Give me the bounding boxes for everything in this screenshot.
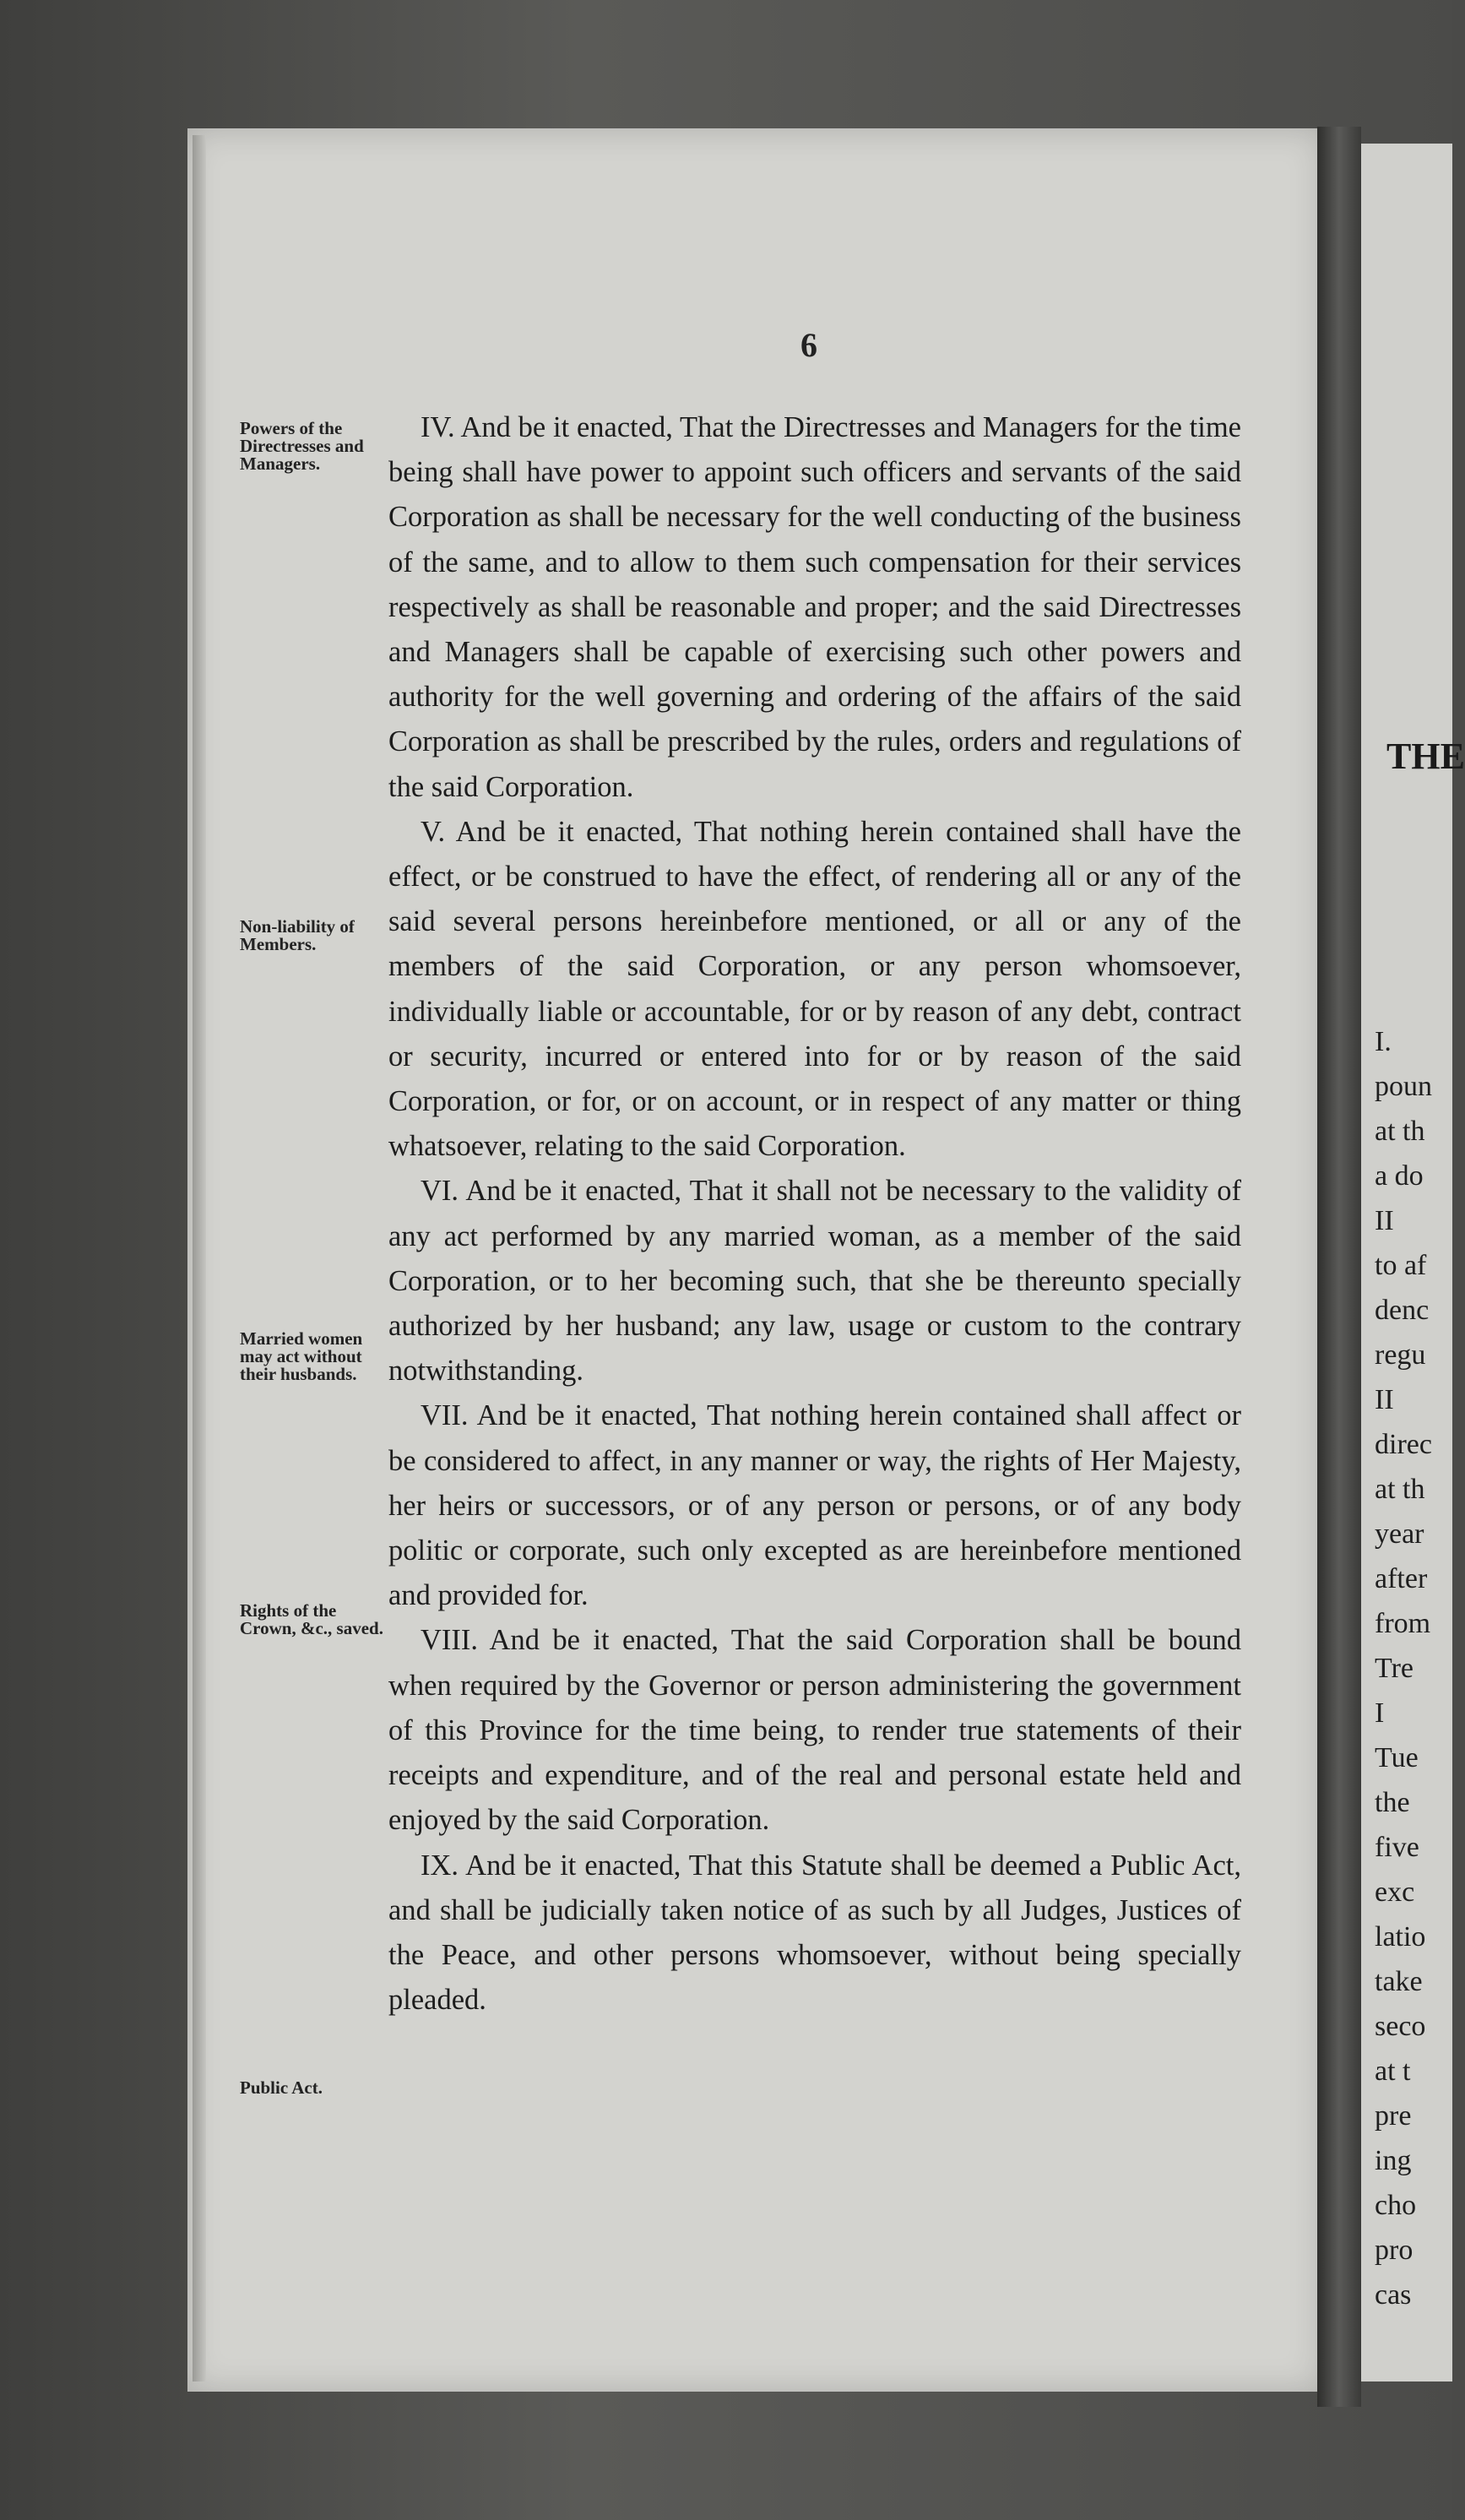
section-vii bbox=[388, 1393, 1241, 1618]
page-edge bbox=[193, 135, 206, 2382]
adjacent-page-line: pre bbox=[1375, 2100, 1412, 2132]
section-number: V. bbox=[421, 815, 446, 848]
section-number: IV. bbox=[421, 411, 455, 443]
adjacent-page-line: denc bbox=[1375, 1295, 1430, 1326]
adjacent-page-line: after bbox=[1375, 1563, 1428, 1594]
section-body: And be it enacted, That nothing herein contained shall have the effect, or be construed to have the effect, of rendering all or any of the said several persons hereinbefore mentioned, or all or any of the members of the said Corporation, or any person whomsoever, individually liable or accountable, for or by reason of any debt, contract or security, incurred or entered into for or by reason of the said Corporation, or for, or on account, or in respect of any matter or thing whatsoever, relating to the said Corporation. bbox=[388, 815, 1241, 1163]
section-body: And be it enacted, That the said Corporation shall be bound when required by the Governor or person administering the government of this Province for the time being, to render true statements of their receipts and expenditure, and of the real and personal estate held and enjoyed by the said Corporation. bbox=[388, 1624, 1241, 1837]
book-gutter bbox=[1317, 127, 1361, 2407]
adjacent-page-line: at th bbox=[1375, 1116, 1425, 1147]
adjacent-page-line: latio bbox=[1375, 1921, 1426, 1952]
adjacent-page-line: Tre bbox=[1375, 1653, 1413, 1684]
adjacent-page-line: to af bbox=[1375, 1250, 1427, 1281]
adjacent-page-line: I bbox=[1375, 1697, 1385, 1729]
adjacent-page-line: direc bbox=[1375, 1429, 1432, 1460]
section-number: VI. bbox=[421, 1175, 459, 1208]
section-number: VIII. bbox=[421, 1624, 479, 1657]
section-ix bbox=[388, 1844, 1241, 2023]
adjacent-page-line: take bbox=[1375, 1966, 1423, 1997]
sidenote-powers: Powers of the Directresses and Managers. bbox=[240, 418, 364, 474]
adjacent-page-line: at th bbox=[1375, 1474, 1425, 1505]
adjacent-page-line: year bbox=[1375, 1518, 1424, 1550]
section-body: And be it enacted, That the Directresses and Managers for the time being shall have power to appoint such officers and servants of the said Corporation as shall be necessary for the well conducting of the business of the same, and to allow to them such compensation for their services respectively as shall be reasonable and proper; and the said Directresses and Managers shall be capable of exercising such other powers and authority for the well governing and ordering of the affairs of the said Corporation as shall be prescribed by the rules, orders and regulations of the said Corporation. bbox=[388, 411, 1241, 803]
sidenote-rights: Rights of the Crown, &c., saved. bbox=[240, 1600, 383, 1638]
section-body: And be it enacted, That nothing herein contained shall affect or be considered to affect, in any manner or way, the rights of Her Majesty, her heirs or successors, or of any person or persons, or of any body politic or corporate, such only excepted as are hereinbefore mentioned and provided for. bbox=[388, 1399, 1241, 1612]
adjacent-page-heading: THE bbox=[1386, 736, 1465, 777]
adjacent-page-line: seco bbox=[1375, 2011, 1426, 2042]
adjacent-page-line: poun bbox=[1375, 1071, 1432, 1102]
section-vi bbox=[388, 1169, 1241, 1393]
adjacent-page-line: exc bbox=[1375, 1876, 1415, 1908]
adjacent-page-line: regu bbox=[1375, 1339, 1426, 1371]
adjacent-page-line: II bbox=[1375, 1384, 1394, 1415]
statute-text bbox=[388, 405, 1241, 2023]
sidenote-married: Married women may act without their husbands. bbox=[240, 1328, 363, 1384]
adjacent-page-line: cho bbox=[1375, 2190, 1417, 2221]
adjacent-page-line: from bbox=[1375, 1608, 1431, 1639]
section-body: And be it enacted, That this Statute shall be deemed a Public Act, and shall be judicially taken notice of as such by all Judges, Justices of the Peace, and other persons whomsoever, without being specially pleaded. bbox=[388, 1849, 1241, 2017]
adjacent-page-line: five bbox=[1375, 1832, 1419, 1863]
adjacent-page-line: cas bbox=[1375, 2279, 1412, 2311]
adjacent-page-line: Tue bbox=[1375, 1742, 1419, 1773]
section-viii bbox=[388, 1618, 1241, 1843]
section-v bbox=[388, 810, 1241, 1170]
adjacent-page-line: II bbox=[1375, 1205, 1394, 1236]
adjacent-page-line: ing bbox=[1375, 2145, 1412, 2176]
page-number: 6 bbox=[800, 326, 817, 364]
section-body: And be it enacted, That it shall not be necessary to the validity of any act performed by any married woman, as a member of the said Corporation, or to her becoming such, that she be thereunto specially authorized by her husband; any law, usage or custom to the contrary notwithstanding. bbox=[388, 1175, 1241, 1388]
section-iv bbox=[388, 405, 1241, 810]
section-number: VII. bbox=[421, 1399, 469, 1432]
adjacent-page bbox=[1361, 144, 1465, 2382]
sidenote-public: Public Act. bbox=[240, 2077, 323, 2098]
adjacent-page-line: at t bbox=[1375, 2056, 1411, 2087]
adjacent-page-line: I. bbox=[1375, 1026, 1392, 1057]
adjacent-page-line: pro bbox=[1375, 2235, 1413, 2266]
adjacent-page-line: the bbox=[1375, 1787, 1410, 1818]
adjacent-page-line: a do bbox=[1375, 1160, 1424, 1192]
sidenote-nonliability: Non-liability of Members. bbox=[240, 916, 355, 954]
section-number: IX. bbox=[421, 1849, 459, 1882]
